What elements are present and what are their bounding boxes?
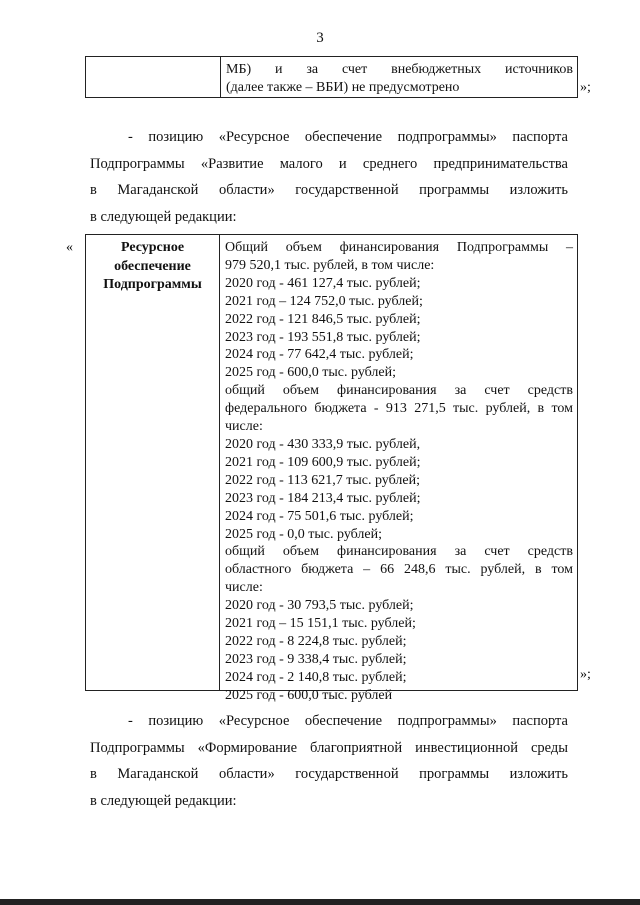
- scan-bottom-edge: [0, 899, 640, 905]
- value-line: 2020 год - 30 793,5 тыс. рублей;: [225, 598, 414, 614]
- paragraph-line: Подпрограммы «Развитие малого и среднего предпринимательства: [90, 155, 568, 172]
- value-line: 2020 год - 430 333,9 тыс. рублей,: [225, 436, 421, 452]
- paragraph-line: Подпрограммы «Формирование благоприятной инвестиционной среды: [90, 739, 568, 756]
- table-text-line: МБ) и за счет внебюджетных источников: [226, 62, 573, 77]
- value-line: общий объем финансирования за счет средств: [225, 383, 573, 399]
- value-line: 2021 год – 124 752,0 тыс. рублей;: [225, 293, 423, 309]
- value-line: 2022 год - 8 224,8 тыс. рублей;: [225, 633, 407, 649]
- table-label-cell: [86, 57, 221, 97]
- previous-table-fragment: [85, 56, 578, 98]
- value-line: 2024 год - 77 642,4 тыс. рублей;: [225, 347, 414, 363]
- value-line: числе:: [225, 580, 263, 596]
- value-line: 2020 год - 461 127,4 тыс. рублей;: [225, 275, 421, 291]
- paragraph-line: в следующей редакции:: [90, 208, 237, 225]
- value-line: Общий объем финансирования Подпрограммы –: [225, 240, 573, 255]
- label-line: Ресурсное: [120, 240, 185, 255]
- paragraph-line: - позицию «Ресурсное обеспечение подпрограммы» паспорта: [128, 129, 568, 145]
- label-line: Подпрограммы: [103, 277, 202, 292]
- page-number: 3: [316, 30, 324, 46]
- closing-quote: »;: [580, 667, 591, 682]
- closing-quote: »;: [580, 80, 591, 95]
- paragraph-line: - позицию «Ресурсное обеспечение подпрограммы» паспорта: [128, 713, 568, 729]
- table-value-cell: [221, 57, 577, 97]
- label-line: обеспечение: [114, 258, 191, 274]
- value-line: числе:: [225, 419, 263, 435]
- opening-quote: «: [66, 240, 73, 255]
- value-line: общий объем финансирования за счет средств: [225, 544, 573, 560]
- paragraph-line: в следующей редакции:: [90, 792, 237, 809]
- resource-table: [85, 234, 578, 703]
- value-line: 2025 год - 600,0 тыс. рублей;: [225, 365, 397, 381]
- value-line: областного бюджета – 66 248,6 тыс. рублей, в том: [225, 562, 573, 578]
- value-line: 2021 год - 109 600,9 тыс. рублей;: [225, 454, 421, 470]
- resource-value-cell: [220, 235, 577, 703]
- value-line: 979 520,1 тыс. рублей, в том числе:: [225, 257, 435, 273]
- table-text-line: (далее также – ВБИ) не предусмотрено: [226, 80, 460, 95]
- value-line: 2024 год - 75 501,6 тыс. рублей;: [225, 508, 414, 524]
- value-line: 2022 год - 113 621,7 тыс. рублей;: [225, 472, 420, 488]
- value-line: 2025 год - 600,0 тыс. рублей: [225, 687, 393, 703]
- value-line: 2024 год - 2 140,8 тыс. рублей;: [225, 669, 407, 685]
- paragraph-amendment-2: [90, 708, 568, 814]
- value-line: федерального бюджета - 913 271,5 тыс. рублей, в том: [225, 401, 573, 417]
- value-line: 2023 год - 9 338,4 тыс. рублей;: [225, 651, 407, 667]
- paragraph-amendment-1: [90, 124, 568, 230]
- paragraph-line: в Магаданской области» государственной программы изложить: [90, 766, 568, 782]
- value-line: 2023 год - 184 213,4 тыс. рублей;: [225, 490, 421, 506]
- paragraph-line: в Магаданской области» государственной программы изложить: [90, 182, 568, 198]
- resource-label-cell: [86, 235, 220, 690]
- value-line: 2022 год - 121 846,5 тыс. рублей;: [225, 311, 421, 327]
- value-line: 2025 год - 0,0 тыс. рублей;: [225, 526, 383, 542]
- value-line: 2023 год - 193 551,8 тыс. рублей;: [225, 329, 421, 345]
- value-line: 2021 год – 15 151,1 тыс. рублей;: [225, 616, 416, 632]
